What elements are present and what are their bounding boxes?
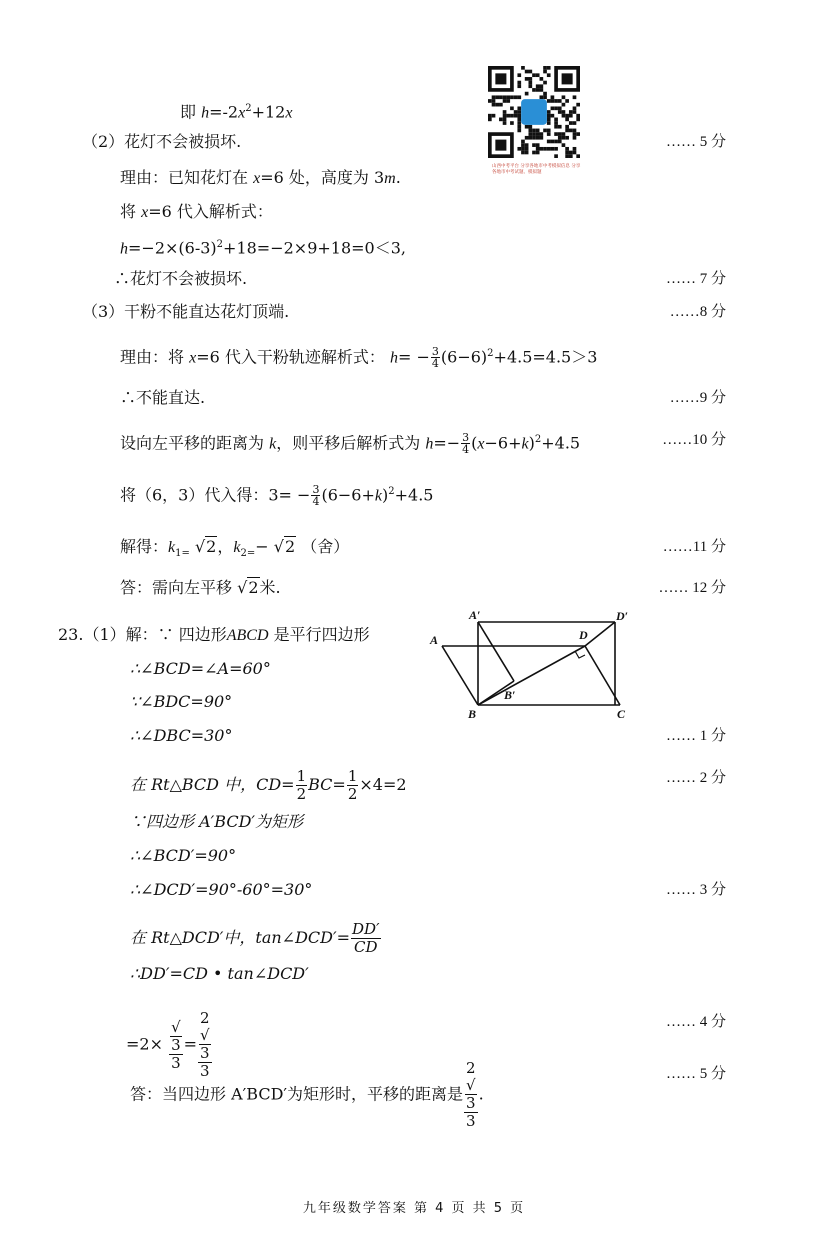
qr-module bbox=[543, 92, 547, 96]
qr-module bbox=[554, 121, 558, 125]
qr-module bbox=[562, 95, 566, 99]
qr-module bbox=[558, 110, 562, 114]
qr-module bbox=[573, 132, 577, 136]
qr-module bbox=[551, 147, 555, 151]
label-D-prime: D′ bbox=[616, 609, 629, 623]
qr-module bbox=[532, 88, 536, 92]
qr-module bbox=[573, 129, 577, 133]
qr-module bbox=[565, 99, 569, 103]
qr-module bbox=[565, 129, 569, 133]
qr-module bbox=[565, 114, 569, 118]
qr-module bbox=[528, 81, 532, 85]
qr-module bbox=[536, 143, 540, 147]
q23-line-2: ∴∠BCD=∠A=60° bbox=[130, 659, 271, 678]
qr-module bbox=[517, 95, 521, 99]
qr-module bbox=[543, 147, 547, 151]
qr-module bbox=[521, 66, 525, 70]
qr-module bbox=[551, 95, 555, 99]
qr-module bbox=[506, 99, 510, 103]
qr-module bbox=[540, 88, 544, 92]
score-12: …… 12 分 bbox=[658, 580, 726, 596]
qr-module bbox=[517, 81, 521, 85]
score-8: ……8 分 bbox=[669, 304, 726, 320]
qr-module bbox=[576, 154, 580, 158]
qr-module bbox=[521, 151, 525, 155]
p3-answer: 答：需向左平移 √2米. bbox=[120, 578, 281, 597]
page-footer: 九年级数学答案 第 4 页 共 5 页 bbox=[302, 1201, 526, 1216]
qr-module bbox=[528, 125, 532, 129]
qr-finder bbox=[562, 73, 573, 84]
qr-module bbox=[517, 73, 521, 77]
qr-module bbox=[569, 129, 573, 133]
qr-module bbox=[547, 118, 551, 122]
p3-cannot: ∴不能直达. bbox=[120, 388, 206, 407]
qr-module bbox=[547, 140, 551, 144]
qr-module bbox=[565, 147, 569, 151]
diag-BD bbox=[478, 646, 585, 705]
qr-module bbox=[517, 106, 521, 110]
qr-module bbox=[565, 118, 569, 122]
edge-A1B1 bbox=[478, 622, 514, 681]
edge-AB bbox=[442, 646, 478, 705]
qr-module bbox=[536, 136, 540, 140]
qr-module bbox=[576, 132, 580, 136]
qr-module bbox=[547, 121, 551, 125]
qr-module bbox=[517, 121, 521, 125]
qr-module bbox=[543, 95, 547, 99]
qr-module bbox=[517, 118, 521, 122]
p2-conclusion: ∴花灯不会被损坏. bbox=[114, 269, 248, 288]
qr-module bbox=[536, 132, 540, 136]
qr-module bbox=[528, 132, 532, 136]
qr-module bbox=[525, 143, 529, 147]
qr-caption: 山西中考平台 分享各地市中考模拟信息 分享各地市中考试题、模拟题 bbox=[492, 164, 581, 175]
qr-module bbox=[554, 132, 558, 136]
qr-module bbox=[573, 95, 577, 99]
qr-module bbox=[543, 81, 547, 85]
qr-module bbox=[547, 114, 551, 118]
qr-module bbox=[521, 143, 525, 147]
q23-line-9: 在 Rt△DCD′中，tan∠DCD′= $\frac{DD'}{CD}$ bbox=[130, 920, 380, 956]
qr-module bbox=[554, 99, 558, 103]
edge-DD1 bbox=[585, 622, 615, 646]
right-angle-mark bbox=[575, 651, 585, 658]
q23-line-7: ∴∠BCD′=90° bbox=[130, 846, 237, 865]
qr-code-image bbox=[488, 66, 580, 158]
qr-module bbox=[558, 106, 562, 110]
q23-line-5: 在 Rt△BCD 中，CD= $\frac{1}{2}$ BC= $\frac{1}{2}$ ×4=2 bbox=[130, 767, 407, 803]
qr-module bbox=[558, 140, 562, 144]
qr-module bbox=[569, 114, 573, 118]
qr-module bbox=[551, 114, 555, 118]
qr-module bbox=[492, 114, 496, 118]
qr-module bbox=[517, 129, 521, 133]
qr-module bbox=[565, 125, 569, 129]
qr-module bbox=[558, 99, 562, 103]
p2-substitute: 将 x=6 代入解析式： bbox=[120, 202, 273, 221]
qr-module bbox=[573, 136, 577, 140]
qr-module bbox=[495, 103, 499, 107]
qr-module bbox=[569, 151, 573, 155]
qr-module bbox=[492, 103, 496, 107]
qr-module bbox=[540, 95, 544, 99]
score-q1: …… 1 分 bbox=[665, 728, 726, 744]
qr-module bbox=[525, 147, 529, 151]
qr-module bbox=[499, 103, 503, 107]
qr-module bbox=[543, 70, 547, 74]
qr-module bbox=[565, 154, 569, 158]
qr-module bbox=[573, 106, 577, 110]
p2-calc: $h=-2\times(6-3)^2+18=-2\times 9+18=0<3$, bbox=[120, 238, 406, 258]
qr-module bbox=[562, 103, 566, 107]
qr-module bbox=[528, 84, 532, 88]
q23-line-10: ∴DD′=CD • tan∠DCD′ bbox=[130, 964, 309, 983]
qr-module bbox=[562, 110, 566, 114]
qr-module bbox=[558, 125, 562, 129]
qr-module bbox=[573, 121, 577, 125]
qr-module bbox=[517, 114, 521, 118]
score-7: …… 7 分 bbox=[665, 271, 726, 287]
qr-module bbox=[554, 106, 558, 110]
qr-module bbox=[543, 66, 547, 70]
q23-line-11: =2× √ 3 3 = 2 √ 3 3 bbox=[126, 1009, 210, 1080]
label-D: D bbox=[579, 628, 588, 642]
qr-module bbox=[525, 125, 529, 129]
qr-module bbox=[540, 147, 544, 151]
score-q4: …… 4 分 bbox=[665, 1014, 726, 1030]
qr-module bbox=[554, 147, 558, 151]
qr-module bbox=[532, 73, 536, 77]
qr-module bbox=[543, 129, 547, 133]
qr-module bbox=[562, 114, 566, 118]
qr-module bbox=[503, 114, 507, 118]
qr-module bbox=[547, 129, 551, 133]
score-11: ……11 分 bbox=[662, 539, 726, 555]
p3-reason: 理由：将 x=6 代入干粉轨迹解析式： h= − $\frac{3}{4}$ $(6-6)^2+4.5=4.5>3$ bbox=[120, 345, 598, 371]
p3-substitute: 将（6，3）代入得：3= − $\frac{3}{4}$ $(6-6+k)^2+4.5$ bbox=[120, 483, 434, 509]
score-9: ……9 分 bbox=[669, 390, 726, 406]
qr-module bbox=[510, 95, 514, 99]
score-10: ……10 分 bbox=[662, 432, 726, 448]
qr-module bbox=[488, 114, 492, 118]
qr-module bbox=[547, 147, 551, 151]
qr-module bbox=[536, 88, 540, 92]
qr-module bbox=[547, 132, 551, 136]
qr-module bbox=[506, 114, 510, 118]
qr-module bbox=[517, 125, 521, 129]
qr-module bbox=[576, 114, 580, 118]
qr-module bbox=[576, 103, 580, 107]
qr-module bbox=[532, 129, 536, 133]
qr-module bbox=[499, 95, 503, 99]
qr-module bbox=[536, 151, 540, 155]
p2-reason: 理由：已知花灯在 x=6 处，高度为 3m. bbox=[120, 168, 401, 187]
qr-module bbox=[536, 147, 540, 151]
qr-module bbox=[525, 151, 529, 155]
qr-module bbox=[488, 118, 492, 122]
p2-heading: （2）花灯不会被损坏. bbox=[82, 132, 242, 151]
label-B-prime: B′ bbox=[504, 688, 516, 702]
line-h-formula: 即 $h=-2x^2+12x$ bbox=[180, 102, 293, 122]
qr-module bbox=[540, 84, 544, 88]
qr-module bbox=[547, 110, 551, 114]
qr-module bbox=[562, 132, 566, 136]
qr-module bbox=[528, 70, 532, 74]
q23-line-3: ∵∠BDC=90° bbox=[130, 692, 233, 711]
label-A-prime: A′ bbox=[469, 608, 481, 622]
score-5: …… 5 分 bbox=[665, 134, 726, 150]
qr-module bbox=[558, 132, 562, 136]
q23-line-8: ∴∠DCD′=90°-60°=30° bbox=[130, 880, 313, 899]
qr-module bbox=[488, 99, 492, 103]
qr-module bbox=[503, 99, 507, 103]
score-q3: …… 3 分 bbox=[665, 882, 726, 898]
q23-line-6: ∵四边形 A′BCD′为矩形 bbox=[130, 812, 304, 831]
qr-module bbox=[503, 95, 507, 99]
qr-module bbox=[573, 151, 577, 155]
qr-module bbox=[514, 110, 518, 114]
qr-module bbox=[554, 140, 558, 144]
qr-module bbox=[528, 129, 532, 133]
qr-module bbox=[510, 114, 514, 118]
qr-module bbox=[532, 136, 536, 140]
qr-module bbox=[492, 99, 496, 103]
qr-module bbox=[525, 70, 529, 74]
q23-heading: 23.（1）解：∵ 四边形ABCD 是平行四边形 bbox=[58, 625, 370, 644]
score-q2: …… 2 分 bbox=[665, 770, 726, 786]
qr-module bbox=[510, 121, 514, 125]
qr-module bbox=[573, 110, 577, 114]
qr-module bbox=[510, 106, 514, 110]
qr-module bbox=[558, 136, 562, 140]
qr-module bbox=[536, 129, 540, 133]
qr-module bbox=[554, 118, 558, 122]
qr-module bbox=[540, 136, 544, 140]
qr-module bbox=[547, 99, 551, 103]
label-B: B bbox=[468, 707, 477, 720]
qr-module bbox=[569, 154, 573, 158]
label-C: C bbox=[617, 707, 626, 720]
qr-module bbox=[525, 136, 529, 140]
p3-heading: （3）干粉不能直达花灯顶端. bbox=[82, 302, 290, 321]
qr-module bbox=[551, 99, 555, 103]
label-A: A bbox=[430, 633, 439, 647]
qr-module bbox=[514, 114, 518, 118]
qr-module bbox=[525, 77, 529, 81]
qr-module bbox=[554, 154, 558, 158]
qr-module bbox=[565, 151, 569, 155]
qr-module bbox=[547, 66, 551, 70]
qr-module bbox=[569, 110, 573, 114]
qr-module bbox=[532, 132, 536, 136]
qr-module bbox=[503, 118, 507, 122]
qr-module bbox=[536, 84, 540, 88]
qr-module bbox=[525, 92, 529, 96]
qr-module bbox=[495, 95, 499, 99]
qr-module bbox=[503, 110, 507, 114]
qr-module bbox=[517, 84, 521, 88]
qr-module bbox=[517, 110, 521, 114]
qr-module bbox=[554, 125, 558, 129]
qr-finder bbox=[495, 140, 506, 151]
qr-module bbox=[532, 143, 536, 147]
qr-module bbox=[576, 118, 580, 122]
q23-line-4: ∴∠DBC=30° bbox=[130, 726, 233, 745]
geometry-figure bbox=[428, 608, 638, 720]
qr-module bbox=[569, 121, 573, 125]
qr-module bbox=[562, 136, 566, 140]
qr-module bbox=[562, 143, 566, 147]
qr-module bbox=[517, 147, 521, 151]
qr-module bbox=[514, 95, 518, 99]
qr-module bbox=[521, 147, 525, 151]
p3-shift: 设向左平移的距离为 k，则平移后解析式为 h=− $\frac{3}{4}$ $(x-6+k)^2+4.5$ bbox=[120, 431, 581, 457]
qr-module bbox=[536, 73, 540, 77]
qr-module bbox=[506, 95, 510, 99]
qr-module bbox=[521, 140, 525, 144]
qr-module bbox=[551, 106, 555, 110]
qr-module bbox=[528, 136, 532, 140]
qr-module bbox=[547, 73, 551, 77]
qr-module bbox=[573, 147, 577, 151]
qr-module bbox=[551, 140, 555, 144]
q23-answer: 答：当四边形 A′BCD′为矩形时，平移的距离是 2 √ 3 3 . bbox=[130, 1059, 484, 1130]
p3-solve: 解得：$k_{1=}$ √2，$k_{2=}- √2$ （舍） bbox=[120, 537, 350, 560]
qr-module bbox=[528, 77, 532, 81]
score-q5: …… 5 分 bbox=[665, 1066, 726, 1082]
qr-module bbox=[565, 136, 569, 140]
qr-finder bbox=[495, 73, 506, 84]
qr-logo bbox=[521, 99, 547, 125]
qr-module bbox=[532, 151, 536, 155]
qr-module bbox=[492, 95, 496, 99]
qr-module bbox=[503, 121, 507, 125]
qr-module bbox=[540, 77, 544, 81]
qr-module bbox=[499, 118, 503, 122]
qr-module bbox=[540, 132, 544, 136]
